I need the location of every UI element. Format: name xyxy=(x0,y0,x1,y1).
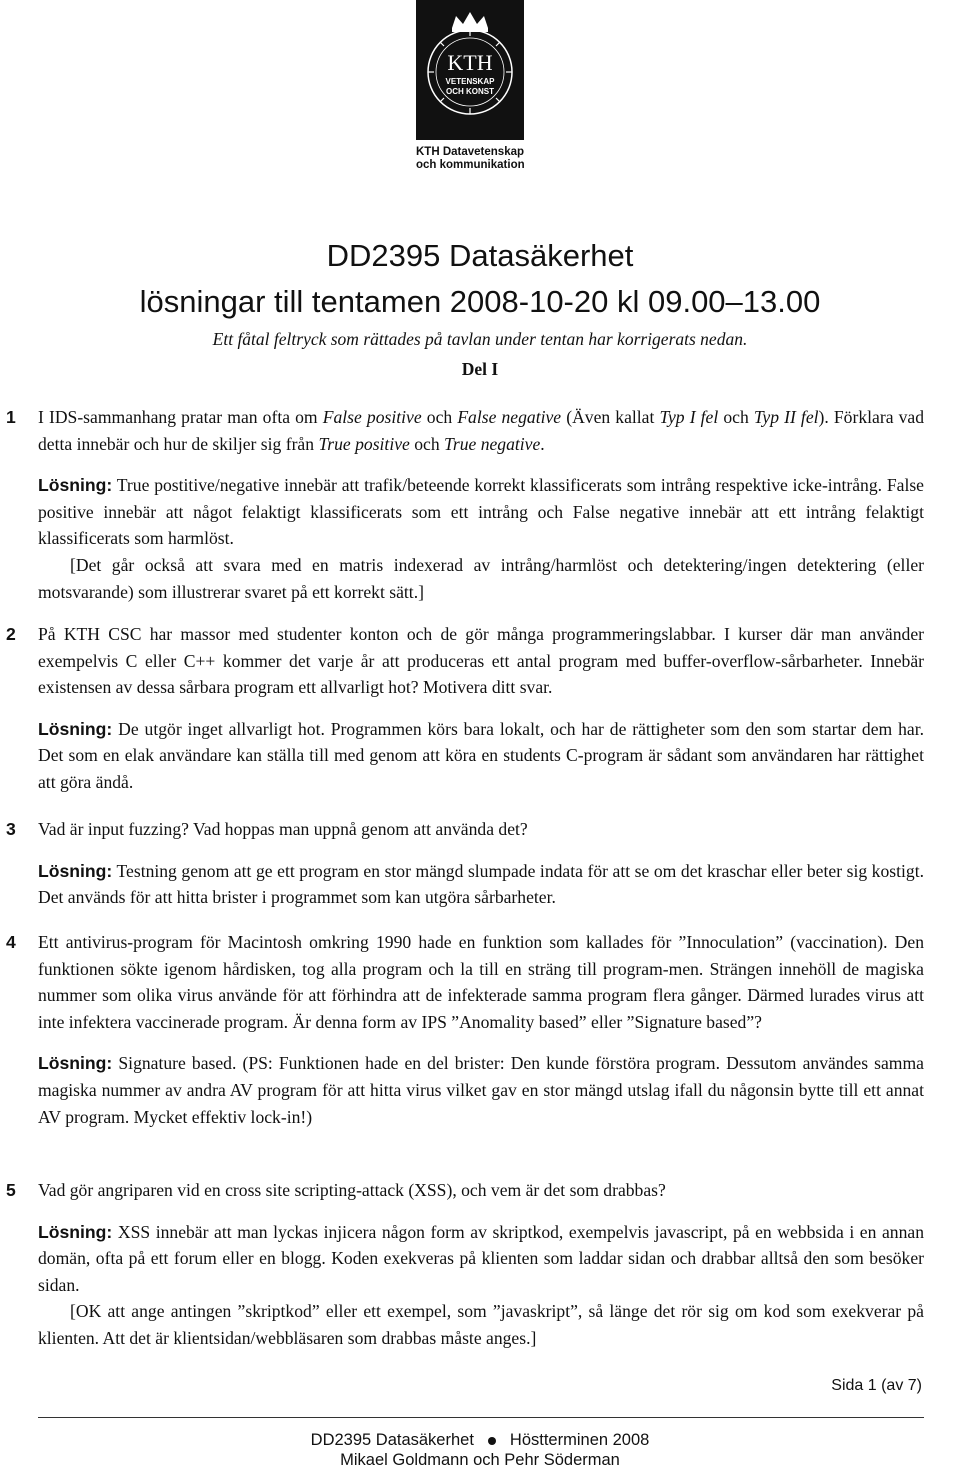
svg-text:KTH: KTH xyxy=(447,50,493,75)
page-title: DD2395 Datasäkerhet xyxy=(326,238,634,273)
answer: Lösning: De utgör inget allvarligt hot. Programmen körs bara lokalt, och har de rättigheter som den som startar dem har. Det som en elak användare kan ställa till med genom att köra en students C-program är sådant som användaren har rättighet att göra ändå. xyxy=(38,718,924,792)
question-4 xyxy=(6,929,924,1130)
question-3 xyxy=(6,816,924,911)
question-text: På KTH CSC har massor med studenter konton och de gör många programmeringslabbar. I kurser där man använder exempelvis C eller C++ kommer det varje år att produceras ett antal program med buffer-overflow-sårbarheter. Innebär existensen av dessa sårbara program ett allvarligt hot? Motivera ditt svar. xyxy=(38,624,924,698)
logo-sub-line1: KTH Datavetenskap xyxy=(416,146,525,158)
kth-seal-graphic xyxy=(416,0,524,140)
question-number: 1 xyxy=(6,407,16,427)
kth-logo xyxy=(416,0,546,172)
svg-text:OCH KONST: OCH KONST xyxy=(446,87,494,96)
solution-label: Lösning: xyxy=(38,475,113,496)
kth-seal-icon xyxy=(416,0,524,140)
question-number: 4 xyxy=(6,932,16,952)
solution-label: Lösning: xyxy=(38,860,113,881)
question-text: Vad gör angriparen vid en cross site scripting-attack (XSS), och vem är det som drabbas? xyxy=(38,1180,666,1200)
solution-label: Lösning: xyxy=(38,1221,113,1242)
logo-subtitle xyxy=(416,146,546,172)
part-heading: Del I xyxy=(461,359,499,379)
question-number: 2 xyxy=(6,624,16,644)
question-number: 5 xyxy=(6,1180,16,1200)
errata-note: Ett fåtal feltryck som rättades på tavlan under tentan har korrigerats nedan. xyxy=(212,329,748,349)
question-1 xyxy=(6,404,925,605)
question-number: 3 xyxy=(6,819,16,839)
answer: Lösning: XSS innebär att man lyckas injicera någon form av skriptkod, exempelvis javascript, på en webbsida i en annan domän, ofta på ett forum eller en blogg. Koden exekveras på klienten som laddar sidan och drabbar alltså den som besöker sidan. xyxy=(38,1221,924,1295)
solution-label: Lösning: xyxy=(38,1053,113,1074)
answer-note: [Det går också att svara med en matris indexerad av intrång/harmlöst och detektering/ingen detektering (eller motsvarande) som illustrerar svaret på ett korrekt sätt.] xyxy=(38,554,924,602)
footer-course: DD2395 Datasäkerhet xyxy=(310,1431,474,1449)
question-text: Ett antivirus-program för Macintosh omkring 1990 hade en funktion som kallades för ”Innoculation” (vaccination). Den funktionen sökte igenom hårdisken, tog alla program och la till en sträng till program-men. Strängen innehöll de magiska nummer som olika virus använde för att förhindra att de infekterade samma program flera gånger. Därmed lurades virus att inte infektera vaccinerade program. Är denna form av IPS ”Anomality based” eller ”Signature based”? xyxy=(38,932,924,1032)
footer-course-line xyxy=(0,1431,960,1450)
footer-term: Höstterminen 2008 xyxy=(509,1431,650,1449)
answer: Lösning: True postitive/negative innebär att trafik/beteende korrekt klassificerats som intrång respektive icke-intrång. False positive innebär att något felaktigt klassificerats som ett intrång och False negative innebär att ett intrång felaktigt klassificerats som harmlöst. xyxy=(38,475,924,549)
logo-sub-line2: och kommunikation xyxy=(416,159,525,171)
footer-divider xyxy=(38,1417,924,1418)
question-text: Vad är input fuzzing? Vad hoppas man uppnå genom att använda det? xyxy=(38,819,528,839)
svg-text:VETENSKAP: VETENSKAP xyxy=(445,77,495,86)
page-subtitle: lösningar till tentamen 2008-10-20 kl 09.00–13.00 xyxy=(139,284,821,319)
solution-label: Lösning: xyxy=(38,718,113,739)
answer: Lösning: Testning genom att ge ett program en stor mängd slumpade indata för att se om det kraschar eller beter sig kostigt. Det används för att hitta brister i programmet som kan utgöra sårbarheter. xyxy=(38,860,924,908)
question-5 xyxy=(6,1177,924,1352)
bullet-icon xyxy=(488,1437,496,1445)
question-text: I IDS-sammanhang pratar man ofta om False positive och False negative (Även kallat Typ I fel och Typ II fel). Förklara vad detta innebär och hur de skiljer sig från True positive och True negative. xyxy=(38,407,925,454)
answer: Lösning: Signature based. (PS: Funktionen hade en del brister: Den kunde förstöra program. Dessutom användes samma magiska nummer av andra AV program för att hitta virus vilket gav en stor mängd utslag ifall du någonsin bytte till ett annat AV program. Mycket effektiv lock-in!) xyxy=(38,1053,924,1127)
footer-authors: Mikael Goldmann och Pehr Söderman xyxy=(340,1451,620,1469)
answer-note: [OK att ange antingen ”skriptkod” eller ett exempel, som ”javaskript”, så länge det rör sig om kod som exekverar på klienten. Att det är klientsidan/webbläsaren som drabbas måste anges.] xyxy=(38,1301,924,1348)
question-2 xyxy=(6,621,924,796)
page-number: Sida 1 (av 7) xyxy=(831,1377,922,1394)
